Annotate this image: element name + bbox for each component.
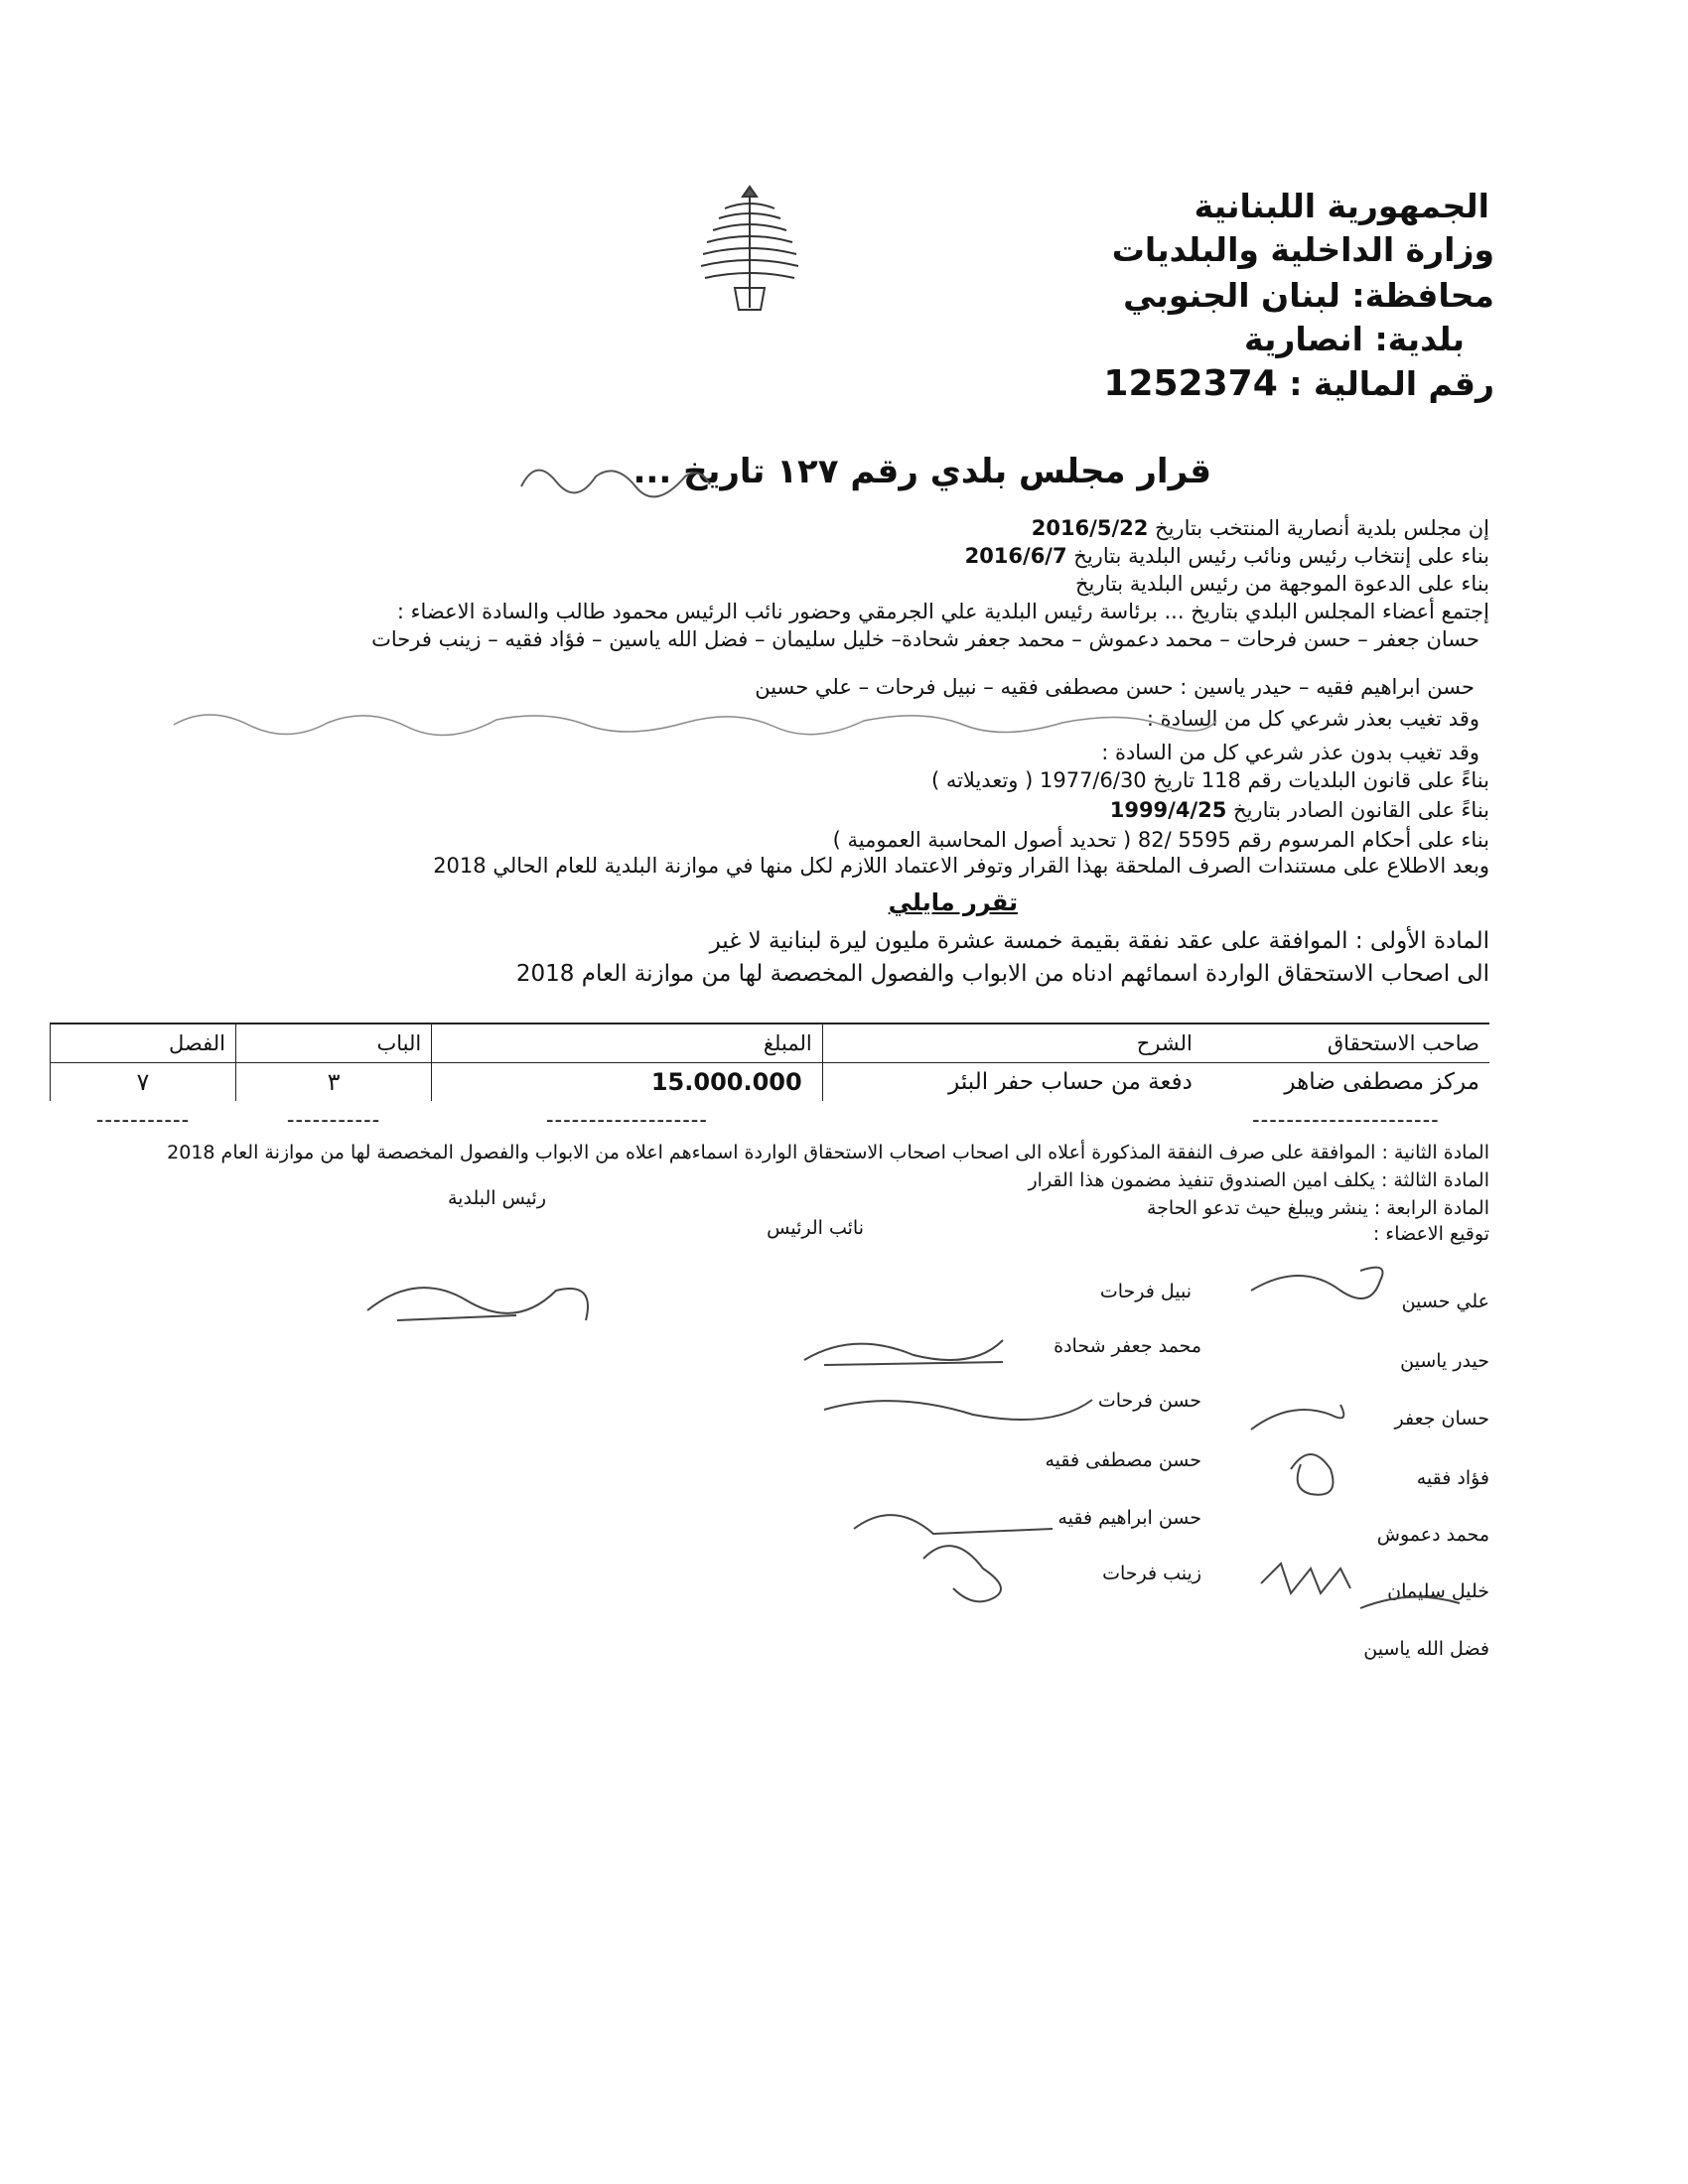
header-ministry: وزارة الداخلية والبلديات bbox=[1111, 230, 1494, 269]
cell-description: دفعة من حساب حفر البئر bbox=[822, 1063, 1202, 1102]
article-4: المادة الرابعة : ينشر ويبلغ حيث تدعو الحاجة bbox=[1146, 1197, 1489, 1219]
signatory-right-4: فؤاد فقيه bbox=[1416, 1467, 1489, 1489]
signatory-mid-6: زينب فرحات bbox=[1102, 1563, 1201, 1584]
finance-number-value: 1252374 bbox=[1103, 363, 1278, 404]
cell-amount: 15.000.000 bbox=[432, 1063, 822, 1102]
preamble-absent-unexcused: وقد تغيب بدون عذر شرعي كل من السادة : bbox=[1101, 741, 1479, 764]
signatory-mid-4: حسن مصطفى فقيه bbox=[1045, 1449, 1201, 1471]
signatory-right-2: حيدر ياسين bbox=[1400, 1350, 1489, 1372]
signatory-right-7: فضل الله ياسين bbox=[1363, 1638, 1489, 1660]
dash-amount: ------------------- bbox=[545, 1108, 708, 1132]
preamble-p1-text: إن مجلس بلدية أنصارية المنتخب بتاريخ bbox=[1155, 516, 1489, 540]
vice-president-title: نائب الرئيس bbox=[767, 1217, 864, 1239]
cell-chapter: ٣ bbox=[235, 1063, 431, 1102]
dash-section: ----------- bbox=[95, 1108, 191, 1132]
header-municipality: بلدية: انصارية bbox=[1243, 320, 1465, 358]
preamble-p2-date: 2016/6/7 bbox=[964, 544, 1067, 568]
preamble-law2-text: بناءً على القانون الصادر بتاريخ bbox=[1233, 798, 1489, 822]
signatory-right-1: علي حسين bbox=[1401, 1291, 1489, 1312]
col-header-chapter: الباب bbox=[235, 1024, 431, 1063]
cell-beneficiary: مركز مصطفى ضاهر bbox=[1202, 1063, 1489, 1102]
signatory-mid-1: نبيل فرحات bbox=[1099, 1281, 1192, 1302]
president-title: رئيس البلدية bbox=[448, 1187, 546, 1209]
preamble-meeting: إجتمع أعضاء المجلس البلدي بتاريخ ... برئاسة رئيس البلدية علي الجرمقي وحضور نائب الرئيس محمود طالب والسادة الاعضاء : bbox=[396, 600, 1489, 623]
preamble-absent-excused: وقد تغيب بعذر شرعي كل من السادة : bbox=[1146, 707, 1479, 731]
cell-section: ٧ bbox=[51, 1063, 236, 1102]
members-signature-label: توقيع الاعضاء : bbox=[1372, 1223, 1489, 1245]
article-1-line-1: المادة الأولى : الموافقة على عقد نفقة بقيمة خمسة عشرة مليون ليرة لبنانية لا غير bbox=[709, 928, 1489, 954]
finance-label: رقم المالية : bbox=[1289, 364, 1494, 403]
preamble-members-1: حسان جعفر – حسن فرحات – محمد دعموش – محمد جعفر شحادة– خليل سليمان – فضل الله ياسين – فؤاد فقيه – زينب فرحات bbox=[371, 627, 1479, 651]
preamble-law-118: بناءً على قانون البلديات رقم 118 تاريخ 1977/6/30 ( وتعديلاته ) bbox=[930, 768, 1489, 792]
preamble-invitation: بناء على الدعوة الموجهة من رئيس البلدية بتاريخ bbox=[1074, 572, 1489, 596]
col-header-beneficiary: صاحب الاستحقاق bbox=[1202, 1024, 1489, 1063]
preamble-budget-review: وبعد الاطلاع على مستندات الصرف الملحقة بهذا القرار وتوفر الاعتماد اللازم لكل منها في موازنة البلدية للعام الحالي 2018 bbox=[433, 854, 1489, 878]
article-1-line-2: الى اصحاب الاستحقاق الواردة اسمائهم ادناه من الابواب والفصول المخصصة لها من موازنة العام 2018 bbox=[515, 961, 1489, 987]
dash-beneficiary: ---------------------- bbox=[1252, 1108, 1440, 1132]
signatory-right-5: محمد دعموش bbox=[1376, 1524, 1489, 1546]
preamble-members-2: حسن ابراهيم فقيه – حيدر ياسين : حسن مصطفى فقيه – نبيل فرحات – علي حسين bbox=[755, 675, 1475, 699]
preamble-p2-text: بناء على إنتخاب رئيس ونائب رئيس البلدية بتاريخ bbox=[1073, 544, 1489, 568]
signatory-mid-5: حسن ابراهيم فقيه bbox=[1057, 1507, 1201, 1529]
article-3: المادة الثالثة : يكلف امين الصندوق تنفيذ مضمون هذا القرار bbox=[1028, 1169, 1489, 1191]
signatory-right-6: خليل سليمان bbox=[1387, 1580, 1489, 1602]
signatory-right-3: حسان جعفر bbox=[1394, 1408, 1489, 1430]
signatory-mid-2: محمد جعفر شحادة bbox=[1054, 1335, 1201, 1357]
decision-title: قرار مجلس بلدي رقم ١٢٧ تاريخ ... bbox=[633, 452, 1211, 491]
preamble-p1-date: 2016/5/22 bbox=[1031, 516, 1149, 540]
header-republic: الجمهورية اللبنانية bbox=[1194, 187, 1489, 225]
dash-chapter: ----------- bbox=[286, 1108, 381, 1132]
preamble-decree-5595: بناء على أحكام المرسوم رقم 5595 /82 ( تحديد أصول المحاسبة العمومية ) bbox=[832, 828, 1489, 852]
col-header-amount: المبلغ bbox=[432, 1024, 822, 1063]
article-2: المادة الثانية : الموافقة على صرف النفقة المذكورة أعلاه الى اصحاب اصحاب الاستحقاق الواردة اسماءهم اعلاه من الابواب والفصول المخصصة لها من موازنة العام 2018 bbox=[167, 1142, 1489, 1163]
preamble-law2-date: 1999/4/25 bbox=[1109, 798, 1227, 822]
col-header-section: الفصل bbox=[51, 1024, 236, 1063]
decision-heading: تقرر مايلي bbox=[888, 888, 1018, 916]
col-header-description: الشرح bbox=[822, 1024, 1202, 1063]
header-governorate: محافظة: لبنان الجنوبي bbox=[1123, 276, 1494, 315]
signatory-mid-3: حسن فرحات bbox=[1097, 1390, 1201, 1412]
